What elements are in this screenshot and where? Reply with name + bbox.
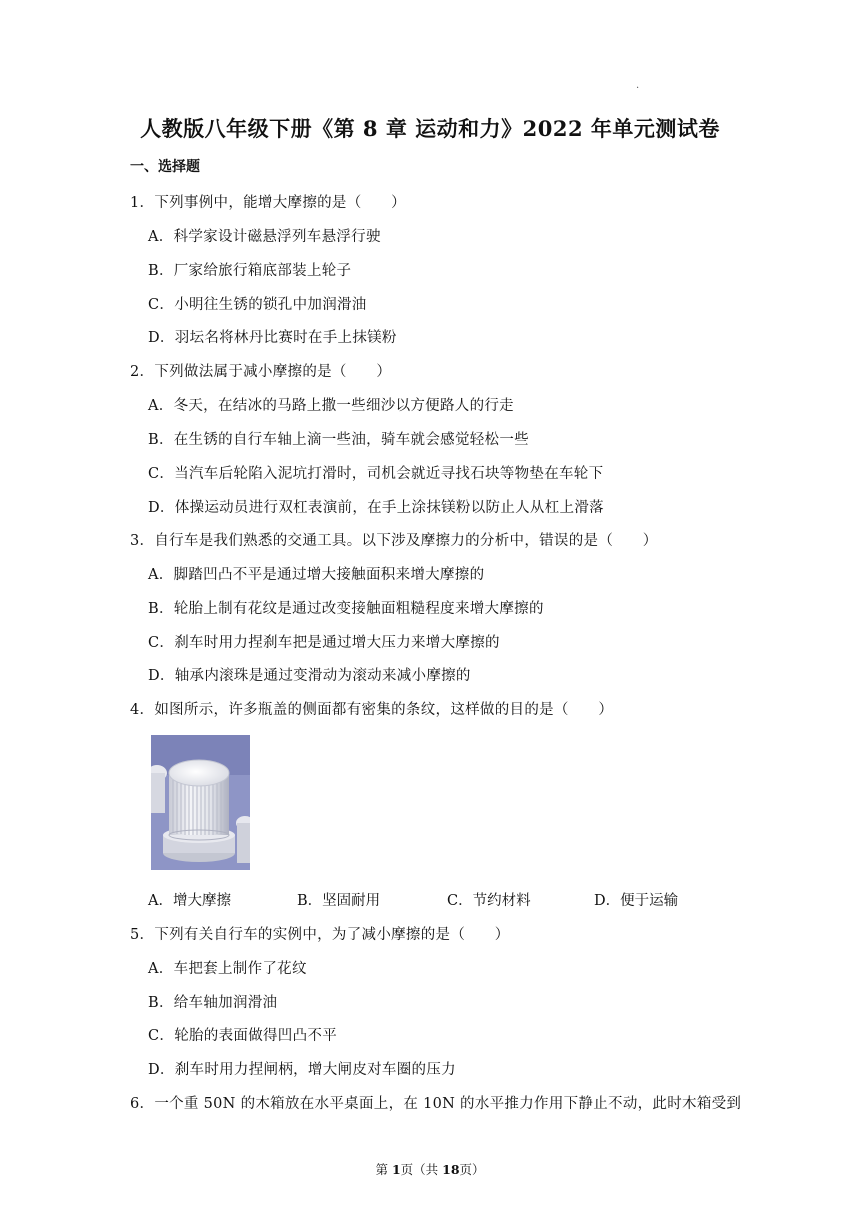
question-2-option-d: D．体操运动员进行双杠表演前，在手上涂抹镁粉以防止人从杠上滑落 <box>148 500 604 516</box>
question-3-option-d: D．轴承内滚珠是通过变滑动为滚动来减小摩擦的 <box>148 668 471 684</box>
footer-total-pages: 18 <box>442 1162 460 1177</box>
page-footer <box>0 1160 860 1178</box>
question-5-option-d: D．刹车时用力捏闸柄，增大闸皮对车圈的压力 <box>148 1062 456 1078</box>
question-2-option-c: C．当汽车后轮陷入泥坑打滑时，司机会就近寻找石块等物垫在车轮下 <box>148 466 604 482</box>
question-2-stem: 2．下列做法属于减小摩擦的是（ ） <box>130 364 392 380</box>
section-heading: 一、选择题 <box>130 159 200 175</box>
question-1-option-a: A．科学家设计磁悬浮列车悬浮行驶 <box>148 229 381 245</box>
question-3-option-c: C．刹车时用力捏刹车把是通过增大压力来增大摩擦的 <box>148 635 500 651</box>
question-1-option-b: B．厂家给旅行箱底部装上轮子 <box>148 263 352 279</box>
question-4-option-d: D．便于运输 <box>594 893 679 909</box>
header-mark: . <box>636 80 640 91</box>
question-5-option-c: C．轮胎的表面做得凹凸不平 <box>148 1028 337 1044</box>
question-5-stem: 5．下列有关自行车的实例中，为了减小摩擦的是（ ） <box>130 927 510 943</box>
footer-prefix: 第 <box>375 1162 392 1177</box>
question-5-option-a: A．车把套上制作了花纹 <box>148 961 307 977</box>
question-1-stem: 1．下列事例中，能增大摩擦的是（ ） <box>130 195 406 211</box>
bottle-cap-photo <box>151 735 250 870</box>
question-2-option-b: B．在生锈的自行车轴上滴一些油，骑车就会感觉轻松一些 <box>148 432 529 448</box>
footer-middle: 页（共 <box>400 1162 443 1177</box>
question-4-option-a: A．增大摩擦 <box>148 893 231 909</box>
question-4-option-b: B．坚固耐用 <box>297 893 381 909</box>
question-6-stem: 6．一个重 50N 的木箱放在水平桌面上，在 10N 的水平推力作用下静止不动，此时木箱受到 <box>130 1096 742 1112</box>
question-4-option-c: C．节约材料 <box>447 893 531 909</box>
bottle-cap-icon <box>151 735 250 870</box>
question-5-option-b: B．给车轴加润滑油 <box>148 995 278 1011</box>
question-2-option-a: A．冬天，在结冰的马路上撒一些细沙以方便路人的行走 <box>148 398 514 414</box>
page-title: 人教版八年级下册《第 8 章 运动和力》2022 年单元测试卷 <box>140 116 720 141</box>
question-4-stem: 4．如图所示，许多瓶盖的侧面都有密集的条纹，这样做的目的是（ ） <box>130 702 614 718</box>
footer-suffix: 页） <box>459 1162 485 1177</box>
question-1-option-c: C．小明往生锈的锁孔中加润滑油 <box>148 297 367 313</box>
question-3-stem: 3．自行车是我们熟悉的交通工具。以下涉及摩擦力的分析中，错误的是（ ） <box>130 533 658 549</box>
question-3-option-a: A．脚踏凹凸不平是通过增大接触面积来增大摩擦的 <box>148 567 485 583</box>
question-3-option-b: B．轮胎上制有花纹是通过改变接触面粗糙程度来增大摩擦的 <box>148 601 544 617</box>
question-1-option-d: D．羽坛名将林丹比赛时在手上抹镁粉 <box>148 330 397 346</box>
footer-page-number: 1 <box>391 1162 401 1177</box>
